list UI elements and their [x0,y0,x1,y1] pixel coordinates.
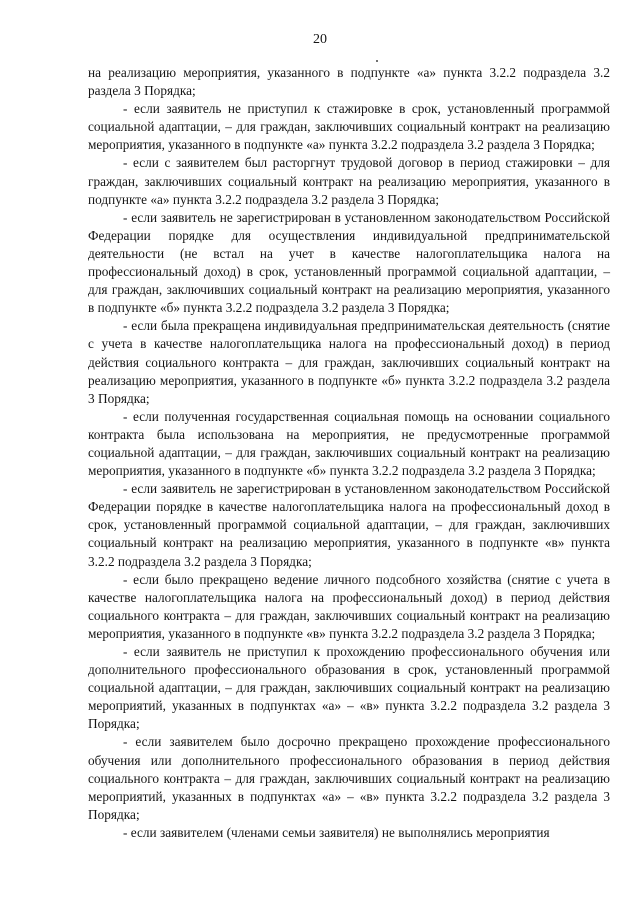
paragraph: - если с заявителем был расторгнут трудовой договор в период стажировки – для граждан, заключивших социальный контракт на реализацию мероприятия, указанного в подпункте «а» пункта 3.2.2 подраздела 3.2 раздела 3 Порядка; [88,155,610,207]
paragraph: - если полученная государственная социальная помощь на основании социального контракта была использована на мероприятия, не предусмотренные программой социальной адаптации, – для граждан, заключивших социальный контракт на реализацию мероприятия, указанного в подпункте «б» пункта 3.2.2 подраздела 3.2 раздела 3 Порядка; [88,408,610,479]
paragraph: - если была прекращена индивидуальная предпринимательская деятельность (снятие с учета в качестве налогоплательщика налога на профессиональный доход) в период действия социального контракта – для граждан, заключивших социальный контракт на реализацию мероприятия, указанного в подпункте «б» пункта 3.2.2 подраздела 3.2 раздела 3 Порядка; [88,318,610,406]
paragraph-continuation: на реализацию мероприятия, указанного в подпункте «а» пункта 3.2.2 подраздела 3.2 раздела 3 Порядка; [88,65,610,99]
paragraph: - если заявитель не зарегистрирован в установленном законодательством Российской Федерации порядке для осуществления индивидуальной предпринимательской деятельности (не встал на учет в качестве налогоплательщика налога на профессиональный доход) в срок, установленный программой социальной адаптации, – для граждан, заключивших социальный контракт на реализацию мероприятия, указанного в подпункте «б» пункта 3.2.2 подраздела 3.2 раздела 3 Порядка; [88,209,610,316]
page-number: 20 [313,32,327,47]
paragraph: - если заявителем было досрочно прекращено прохождение профессионального обучения или дополнительного профессионального образования в период действия социального контракта – для граждан, заключивших социальный контракт на реализацию мероприятий, указанных в подпунктах «а» – «в» пункта 3.2.2 подраздела 3.2 раздела 3 Порядка; [88,734,610,822]
paragraph: - если заявителем (членами семьи заявителя) не выполнялись мероприятия [123,824,550,840]
scan-speck [376,60,378,62]
paragraph: - если заявитель не приступил к прохождению профессионального обучения или дополнительного профессионального образования в срок, установленный программой социальной адаптации, – для граждан, заключивших социальный контракт на реализацию мероприятий, указанных в подпунктах «а» – «в» пункта 3.2.2 подраздела 3.2 раздела 3 Порядка; [88,644,610,732]
paragraph: - если заявитель не зарегистрирован в установленном законодательством Российской Федерации порядке в качестве налогоплательщика налога на профессиональный доход в срок, установленный программой социальной адаптации, – для граждан, заключивших социальный контракт на реализацию мероприятия, указанного в подпункте «в» пункта 3.2.2 подраздела 3.2 раздела 3 Порядка; [88,481,610,569]
document-body [88,64,610,842]
paragraph: - если заявитель не приступил к стажировке в срок, установленный программой социальной адаптации, – для граждан, заключивших социальный контракт на реализацию мероприятия, указанного в подпункте «а» пункта 3.2.2 подраздела 3.2 раздела 3 Порядка; [88,101,610,153]
paragraph: - если было прекращено ведение личного подсобного хозяйства (снятие с учета в качестве налогоплательщика налога на профессиональный доход) в период действия социального контракта – для граждан, заключивших социальный контракт на реализацию мероприятия, указанного в подпункте «в» пункта 3.2.2 подраздела 3.2 раздела 3 Порядка; [88,571,610,641]
